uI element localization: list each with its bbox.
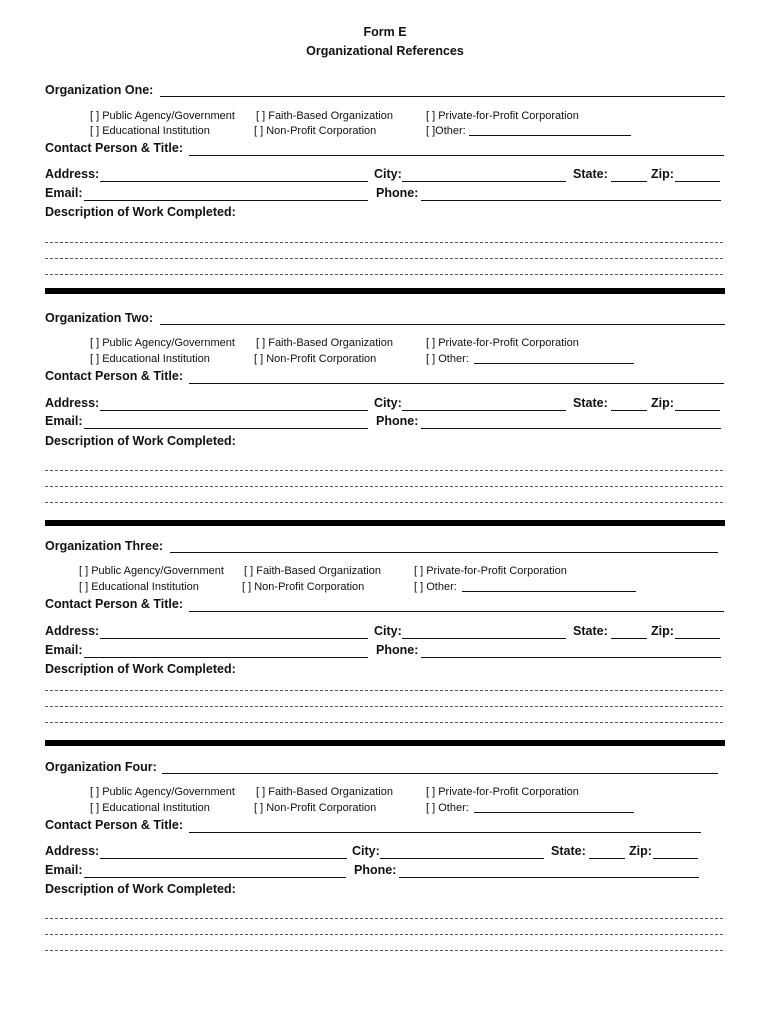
option-private-for-profit[interactable]: [ ] Private-for-Profit Corporation <box>426 337 579 349</box>
zip-field[interactable] <box>675 410 720 411</box>
option-non-profit[interactable]: [ ] Non-Profit Corporation <box>242 581 365 593</box>
zip-field[interactable] <box>675 181 720 182</box>
option-educational[interactable]: [ ] Educational Institution <box>90 353 210 365</box>
form-title: Form E <box>363 25 407 39</box>
org-two-label: Organization Two: <box>45 311 154 325</box>
org-one-name-field[interactable] <box>160 96 725 97</box>
zip-label: Zip: <box>651 167 674 181</box>
description-label: Description of Work Completed: <box>45 662 236 676</box>
contact-field[interactable] <box>189 832 701 833</box>
city-label: City: <box>374 167 402 181</box>
city-field[interactable] <box>402 181 566 182</box>
option-educational[interactable]: [ ] Educational Institution <box>90 802 210 814</box>
phone-label: Phone: <box>376 643 419 657</box>
other-field[interactable] <box>474 363 634 364</box>
city-label: City: <box>374 624 402 638</box>
email-label: Email: <box>45 643 83 657</box>
city-label: City: <box>352 844 380 858</box>
email-label: Email: <box>45 863 83 877</box>
address-label: Address: <box>45 396 100 410</box>
description-line[interactable] <box>45 722 723 723</box>
email-field[interactable] <box>84 877 346 878</box>
org-three-name-field[interactable] <box>170 552 718 553</box>
option-other[interactable]: [ ] Other: <box>414 581 457 593</box>
address-label: Address: <box>45 167 100 181</box>
option-private-for-profit[interactable]: [ ] Private-for-Profit Corporation <box>414 565 567 577</box>
description-label: Description of Work Completed: <box>45 434 236 448</box>
contact-label: Contact Person & Title: <box>45 141 183 155</box>
phone-field[interactable] <box>421 657 721 658</box>
org-four-name-field[interactable] <box>162 773 718 774</box>
option-educational[interactable]: [ ] Educational Institution <box>90 125 210 137</box>
state-label: State: <box>573 396 608 410</box>
option-private-for-profit[interactable]: [ ] Private-for-Profit Corporation <box>426 110 579 122</box>
city-field[interactable] <box>402 410 566 411</box>
state-label: State: <box>573 624 608 638</box>
contact-label: Contact Person & Title: <box>45 818 183 832</box>
description-line[interactable] <box>45 950 723 951</box>
contact-field[interactable] <box>189 611 724 612</box>
section-divider <box>45 520 725 526</box>
address-label: Address: <box>45 624 100 638</box>
phone-field[interactable] <box>421 428 721 429</box>
address-label: Address: <box>45 844 100 858</box>
address-field[interactable] <box>100 858 347 859</box>
description-line[interactable] <box>45 258 723 259</box>
zip-label: Zip: <box>651 624 674 638</box>
description-line[interactable] <box>45 918 723 919</box>
state-label: State: <box>551 844 586 858</box>
phone-label: Phone: <box>354 863 397 877</box>
option-faith-based[interactable]: [ ] Faith-Based Organization <box>256 110 393 122</box>
phone-label: Phone: <box>376 414 419 428</box>
phone-field[interactable] <box>399 877 699 878</box>
option-non-profit[interactable]: [ ] Non-Profit Corporation <box>254 125 377 137</box>
option-non-profit[interactable]: [ ] Non-Profit Corporation <box>254 802 377 814</box>
state-field[interactable] <box>611 410 647 411</box>
description-line[interactable] <box>45 470 723 471</box>
state-field[interactable] <box>611 638 647 639</box>
address-field[interactable] <box>100 410 368 411</box>
contact-field[interactable] <box>189 383 724 384</box>
state-field[interactable] <box>611 181 647 182</box>
description-line[interactable] <box>45 690 723 691</box>
option-public-agency[interactable]: [ ] Public Agency/Government <box>90 337 235 349</box>
email-field[interactable] <box>84 657 368 658</box>
description-label: Description of Work Completed: <box>45 882 236 896</box>
form-subtitle: Organizational References <box>306 44 464 58</box>
address-field[interactable] <box>100 638 368 639</box>
state-field[interactable] <box>589 858 625 859</box>
city-field[interactable] <box>402 638 566 639</box>
option-other[interactable]: [ ] Other: <box>426 353 469 365</box>
address-field[interactable] <box>100 181 368 182</box>
option-public-agency[interactable]: [ ] Public Agency/Government <box>90 786 235 798</box>
zip-field[interactable] <box>675 638 720 639</box>
org-three-label: Organization Three: <box>45 539 164 553</box>
option-private-for-profit[interactable]: [ ] Private-for-Profit Corporation <box>426 786 579 798</box>
email-label: Email: <box>45 414 83 428</box>
org-four-label: Organization Four: <box>45 760 157 774</box>
state-label: State: <box>573 167 608 181</box>
description-label: Description of Work Completed: <box>45 205 236 219</box>
section-divider <box>45 288 725 294</box>
zip-label: Zip: <box>651 396 674 410</box>
description-line[interactable] <box>45 934 723 935</box>
city-label: City: <box>374 396 402 410</box>
email-label: Email: <box>45 186 83 200</box>
email-field[interactable] <box>84 428 368 429</box>
option-other[interactable]: [ ] Other: <box>426 802 469 814</box>
zip-field[interactable] <box>653 858 698 859</box>
org-two-name-field[interactable] <box>160 324 725 325</box>
other-field[interactable] <box>469 135 631 136</box>
option-public-agency[interactable]: [ ] Public Agency/Government <box>90 110 235 122</box>
description-line[interactable] <box>45 502 723 503</box>
description-line[interactable] <box>45 486 723 487</box>
contact-label: Contact Person & Title: <box>45 597 183 611</box>
phone-label: Phone: <box>376 186 419 200</box>
zip-label: Zip: <box>629 844 652 858</box>
option-faith-based[interactable]: [ ] Faith-Based Organization <box>256 337 393 349</box>
city-field[interactable] <box>380 858 544 859</box>
section-divider <box>45 740 725 746</box>
description-line[interactable] <box>45 274 723 275</box>
option-other[interactable]: [ ]Other: <box>426 125 466 137</box>
description-line[interactable] <box>45 706 723 707</box>
other-field[interactable] <box>474 812 634 813</box>
option-public-agency[interactable]: [ ] Public Agency/Government <box>79 565 224 577</box>
option-faith-based[interactable]: [ ] Faith-Based Organization <box>256 786 393 798</box>
email-field[interactable] <box>84 200 368 201</box>
other-field[interactable] <box>462 591 636 592</box>
option-faith-based[interactable]: [ ] Faith-Based Organization <box>244 565 381 577</box>
option-non-profit[interactable]: [ ] Non-Profit Corporation <box>254 353 377 365</box>
org-one-label: Organization One: <box>45 83 154 97</box>
option-educational[interactable]: [ ] Educational Institution <box>79 581 199 593</box>
description-line[interactable] <box>45 242 723 243</box>
phone-field[interactable] <box>421 200 721 201</box>
contact-field[interactable] <box>189 155 724 156</box>
contact-label: Contact Person & Title: <box>45 369 183 383</box>
